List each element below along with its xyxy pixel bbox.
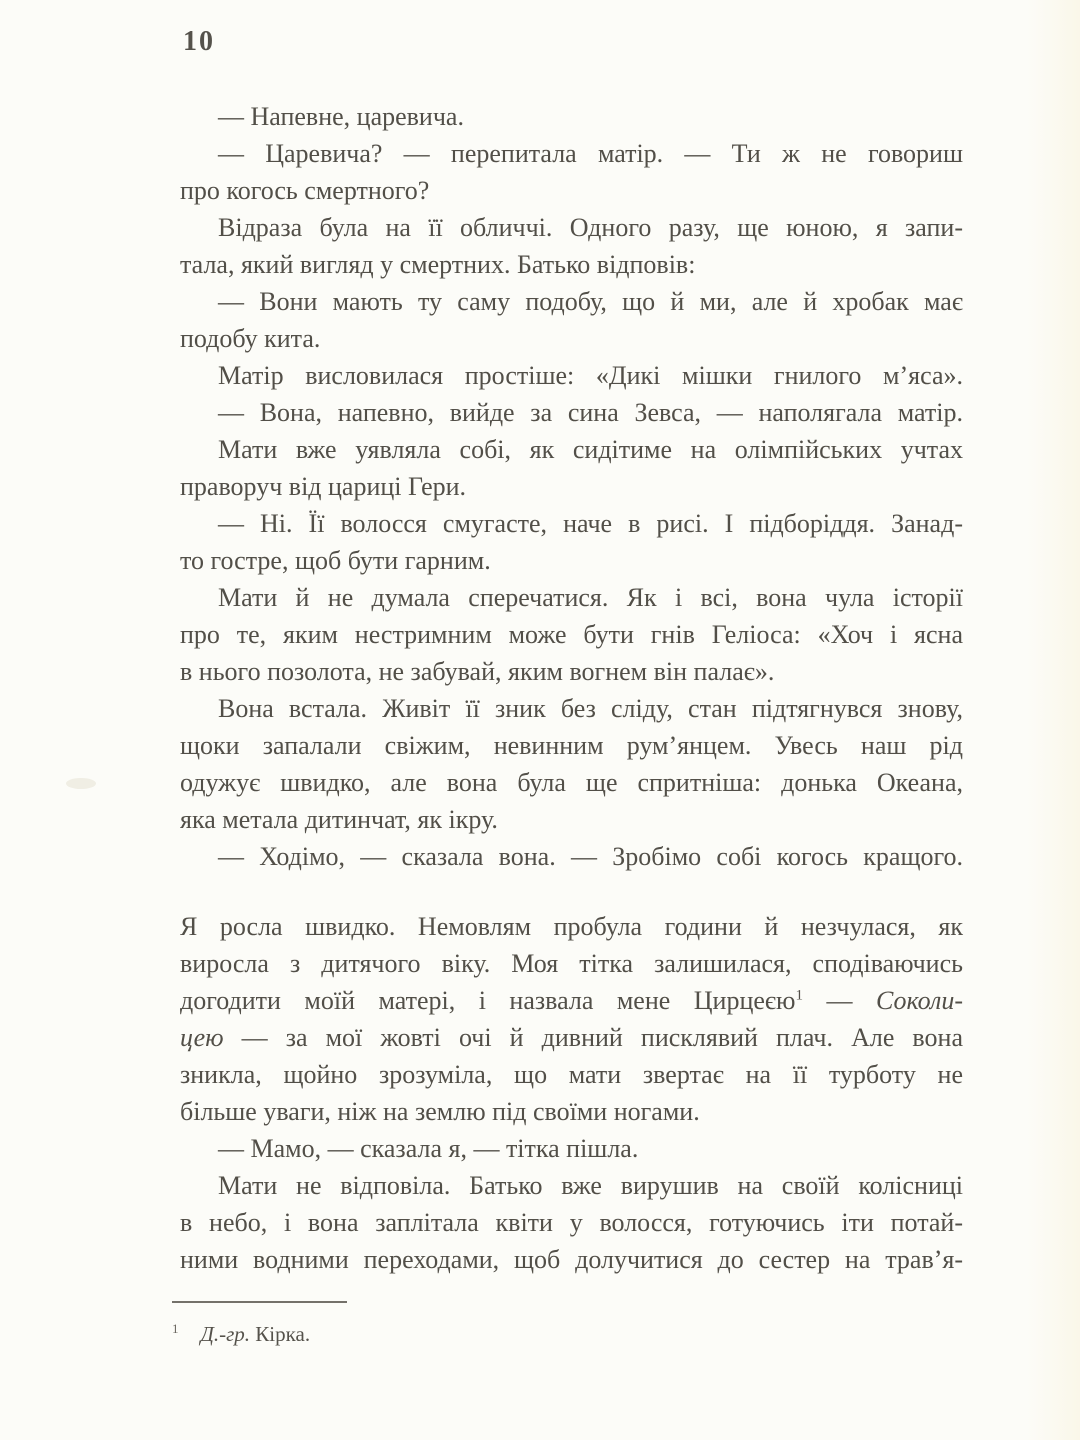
text-line: в небо, і вона заплітала квіти у волосся, готуючись іти потай- (180, 1208, 963, 1237)
text-segment: догодити моїй матері, і назвала мене Цирцеєю (180, 986, 796, 1015)
text-line: яка метала дитинчат, як ікру. (180, 805, 498, 834)
text-line: Мати не відповіла. Батько вже вирушив на своїй колісниці (218, 1171, 963, 1200)
text-line: — Вона, напевно, вийде за сина Зевса, — наполягала матір. (218, 398, 963, 427)
text-line: подобу кита. (180, 324, 321, 353)
italic-text: цею (180, 1023, 224, 1052)
scan-smudge (66, 778, 96, 789)
text-segment: — за мої жовті очі й дивний писклявий плач. Але вона (223, 1023, 963, 1052)
text-line: тала, який вигляд у смертних. Батько відповів: (180, 250, 696, 279)
text-line: — Ні. Її волосся смугасте, наче в рисі. І підборіддя. Занад- (218, 509, 963, 538)
footnote-marker: 1 (172, 1321, 179, 1336)
text-line: Мати вже уявляла собі, як сидітиме на олімпійських учтах (218, 435, 963, 464)
footnote-text (201, 1322, 311, 1346)
text-line: Мати й не думала сперечатися. Як і всі, вона чула історії (218, 583, 963, 612)
footnote (172, 1314, 310, 1349)
text-line (180, 1019, 963, 1056)
text-line: праворуч від цариці Гери. (180, 472, 467, 501)
text-line: в нього позолота, не забувай, яким вогнем він палає». (180, 657, 775, 686)
footnote-reference: 1 (795, 987, 803, 1004)
text-line: Матір висловилася простіше: «Дикі мішки гнилого м’яса». (218, 361, 963, 390)
text-line: про те, яким нестримним може бути гнів Геліоса: «Хоч і ясна (180, 620, 963, 649)
text-line: Я росла швидко. Немовлям пробула години й незчулася, як (180, 912, 963, 941)
text-segment: Кірка. (250, 1322, 311, 1346)
text-line: Відраза була на її обличчі. Одного разу, ще юною, я запи- (218, 213, 963, 242)
text-line: — Царевича? — перепитала матір. — Ти ж не говориш (218, 139, 963, 168)
text-line: — Вони мають ту саму подобу, що й ми, але й хробак має (218, 287, 963, 316)
italic-text: Д.-гр. (200, 1322, 251, 1346)
text-line: щоки запалали свіжим, невинним рум’янцем. Увесь наш рід (180, 731, 963, 760)
text-line (180, 982, 963, 1019)
footnote-rule (172, 1301, 347, 1303)
text-line: про когось смертного? (180, 176, 430, 205)
text-line: ними водними переходами, щоб долучитися до сестер на трав’я- (180, 1245, 963, 1274)
text-line: Вона встала. Живіт її зник без сліду, стан підтягнувся знову, (218, 694, 963, 723)
text-segment: — (803, 986, 876, 1015)
text-line: виросла з дитячого віку. Моя тітка залишилася, сподіваючись (180, 949, 963, 978)
page-number: 10 (183, 26, 215, 57)
text-line: — Напевне, царевича. (218, 102, 464, 131)
text-line: — Ходімо, — сказала вона. — Зробімо собі когось кращого. (218, 842, 963, 871)
text-line: — Мамо, — сказала я, — тітка пішла. (218, 1134, 639, 1163)
text-line: то гостре, щоб бути гарним. (180, 546, 491, 575)
italic-text: Соколи- (875, 986, 964, 1015)
text-line: більше уваги, ніж на землю під своїми ногами. (180, 1097, 700, 1126)
text-line: зникла, щойно зрозуміла, що мати звертає на її турботу не (180, 1060, 963, 1089)
text-block (180, 98, 963, 1278)
text-line: одужує швидко, але вона була ще спритніша: донька Океана, (180, 768, 963, 797)
